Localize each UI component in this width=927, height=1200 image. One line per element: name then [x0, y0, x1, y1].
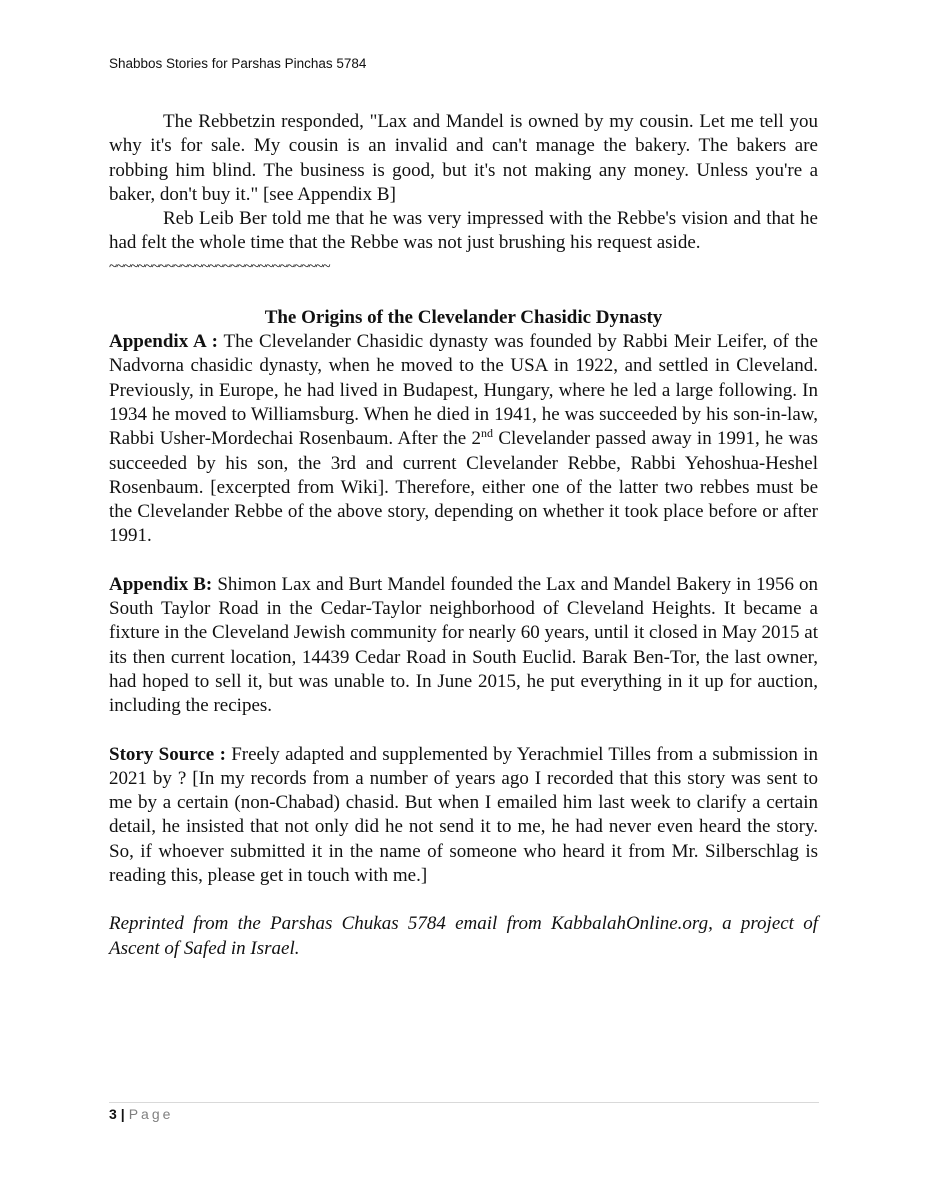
story-source-paragraph [109, 743, 818, 889]
appendix-b-paragraph [109, 573, 818, 719]
page-label: Page [128, 1106, 174, 1122]
appendix-a-text-1: The Clevelander Chasidic dynasty was founded by Rabbi Meir Leifer, of the Nadvorna chasidic dynasty, when he moved to the USA in 1922, and settled in Cleveland. Previously, in Europe, he had lived in Budapest, Hungary, where he led a large following. In 1934 he moved to Williamsburg. When he died in 1941, he was succeeded by his son-in-law, Rabbi Usher-Mordechai Rosenbaum. After the 2 [109, 331, 818, 450]
page-number: 3 [109, 1106, 117, 1122]
story-source-label: Story Source : [109, 743, 226, 765]
story-paragraph-1: The Rebbetzin responded, "Lax and Mandel is owned by my cousin. Let me tell you why it's for sale. My cousin is an invalid and can't manage the bakery. The bakers are robbing him blind. The business is good, but it's not making any money. Unless you're a baker, don't buy it." [see Appendix B] [109, 111, 818, 205]
footer-separator: | [120, 1106, 125, 1122]
appendix-a-label: Appendix A : [109, 331, 218, 353]
section-title: The Origins of the Clevelander Chasidic Dynasty [264, 306, 663, 328]
appendix-a-paragraph [109, 330, 818, 549]
footer-divider [109, 1102, 819, 1103]
story-paragraph-2: Reb Leib Ber told me that he was very impressed with the Rebbe's vision and that he had felt the whole time that the Rebbe was not just brushing his request aside. [109, 208, 818, 254]
running-header: Shabbos Stories for Parshas Pinchas 5784 [109, 56, 367, 71]
appendix-a-text-2: Clevelander passed away in 1991, he was succeeded by his son, the 3rd and current Clevelander Rebbe, Rabbi Yehoshua-Heshel Rosenbaum. [excerpted from Wiki]. Therefore, either one of the latter two rebbes must be the Clevelander Rebbe of the above story, depending on whether it took place before or after 1991. [109, 428, 818, 547]
appendix-a-superscript: nd [480, 426, 493, 441]
page-body [109, 110, 818, 961]
tilde-separator: ~~~~~~~~~~~~~~~~~~~~~~~~~~~~~~~ [109, 258, 330, 275]
appendix-b-text: Shimon Lax and Burt Mandel founded the Lax and Mandel Bakery in 1956 on South Taylor Road in the Cedar-Taylor neighborhood of Cleveland Heights. It became a fixture in the Cleveland Jewish community for nearly 60 years, until it closed in May 2015 at its then current location, 14439 Cedar Road in South Euclid. Barak Ben-Tor, the last owner, had hoped to sell it, but was unable to. In June 2015, he put everything in it up for auction, including the recipes. [109, 573, 819, 717]
page-footer [109, 1106, 173, 1122]
story-source-text: Freely adapted and supplemented by Yerachmiel Tilles from a submission in 2021 by ? [In my records from a number of years ago I recorded that this story was sent to me by a certain (non-Chabad) chasid. But when I emailed him last week to clarify a certain detail, he insisted that not only did he not send it to me, he had never even heard the story. So, if whoever submitted it in the name of someone who heard it from Mr. Silberschlag is reading this, please get in touch with me.] [109, 743, 819, 887]
reprint-note: Reprinted from the Parshas Chukas 5784 email from KabbalahOnline.org, a project of Ascent of Safed in Israel. [109, 913, 818, 959]
appendix-b-label: Appendix B: [109, 573, 213, 595]
